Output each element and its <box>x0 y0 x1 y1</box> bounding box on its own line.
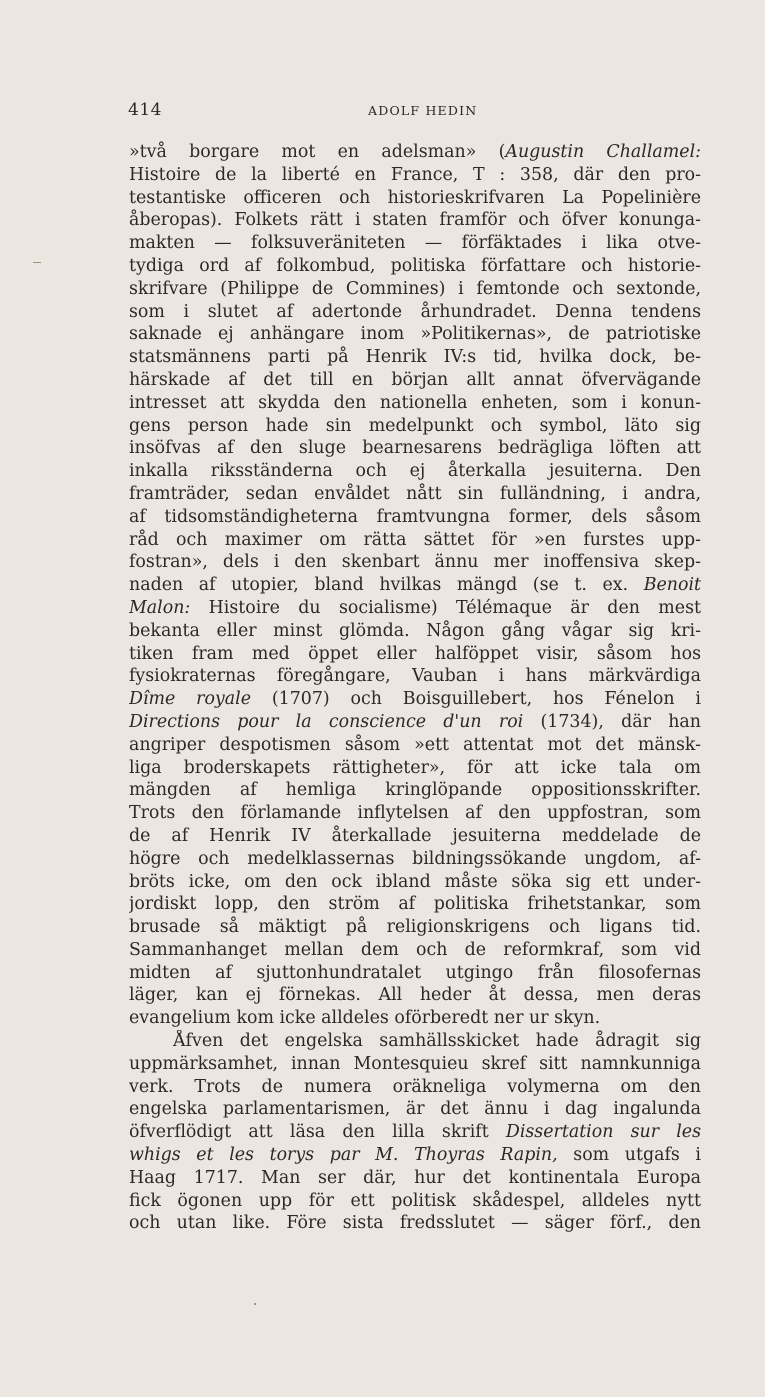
text-line <box>129 1190 701 1213</box>
text-segment: de af Henrik IV återkallade jesuiterna meddelade de <box>129 825 701 846</box>
text-segment: (1707) och Boisguillebert, hos Fénelon i <box>250 689 701 710</box>
text-line <box>129 437 701 460</box>
text-line <box>129 209 701 232</box>
text-line <box>129 665 701 688</box>
text-line <box>129 323 701 346</box>
text-line <box>129 255 701 278</box>
body-text <box>129 141 701 1235</box>
text-segment: Trots den förlamande inflytelsen af den uppfostran, som <box>129 803 701 824</box>
text-line <box>129 187 701 210</box>
text-line <box>129 757 701 780</box>
text-segment: råd och maximer om rätta sättet för »en furstes upp- <box>129 529 701 550</box>
text-segment: åberopas). Folkets rätt i staten framför och öfver konunga- <box>129 210 701 231</box>
text-segment: »två borgare mot en adelsman» ( <box>129 142 506 162</box>
text-line <box>129 1098 701 1121</box>
text-segment: (1734), där han <box>523 711 701 732</box>
text-line <box>129 939 701 962</box>
text-segment: högre och medelklassernas bildningssökande ungdom, af- <box>129 848 701 869</box>
italic-text: Augustin Challamel: <box>505 142 701 162</box>
text-line <box>129 392 701 415</box>
text-segment: evangelium kom icke alldeles oförberedt ner ur skyn. <box>129 1008 601 1029</box>
text-segment: fostran», dels i den skenbart ännu mer inoffensiva skep- <box>129 552 701 573</box>
text-segment: Histoire du socialisme) Télémaque är den mest <box>190 597 701 618</box>
text-line <box>129 460 701 483</box>
scan-speck <box>254 1303 256 1305</box>
text-segment: Åfven det engelska samhällsskicket hade ådragit sig <box>173 1031 701 1052</box>
text-line <box>129 848 701 871</box>
text-segment: bekanta eller minst glömda. Någon gång vågar sig kri- <box>129 620 701 641</box>
text-line <box>129 984 701 1007</box>
text-line <box>129 232 701 255</box>
text-line <box>129 688 701 711</box>
text-segment: fick ögonen upp för ett politisk skådespel, alldeles nytt <box>129 1190 701 1211</box>
text-segment: naden af utopier, bland hvilkas mängd (se t. ex. <box>129 575 644 596</box>
text-line <box>129 597 701 620</box>
text-segment: engelska parlamentarismen, är det ännu i dag ingalunda <box>129 1099 701 1120</box>
text-line <box>129 574 701 597</box>
text-line <box>129 825 701 848</box>
text-line <box>129 1076 701 1099</box>
text-segment: Histoire de la liberté en France, T : 358, där den pro- <box>129 164 701 185</box>
text-segment: statsmännens parti på Henrik IV:s tid, hvilka dock, be- <box>129 347 701 368</box>
italic-text: whigs et les torys par M. Thoyras Rapin, <box>129 1145 558 1166</box>
italic-text: Dîme royale <box>129 689 251 710</box>
text-line <box>129 962 701 985</box>
text-segment: inkalla riksständerna och ej återkalla jesuiterna. Den <box>129 461 701 482</box>
text-segment: verk. Trots de numera oräkneliga volymerna om den <box>129 1076 701 1097</box>
text-line <box>129 529 701 552</box>
text-line <box>129 483 701 506</box>
text-line <box>129 734 701 757</box>
italic-text: Dissertation sur les <box>505 1122 701 1143</box>
text-line <box>129 551 701 574</box>
text-line <box>129 141 701 164</box>
text-line <box>129 1121 701 1144</box>
text-line <box>129 711 701 734</box>
text-segment: uppmärksamhet, innan Montesquieu skref sitt namnkunniga <box>129 1053 701 1074</box>
text-segment: fysiokraternas föregångare, Vauban i hans märkvärdiga <box>129 666 701 687</box>
text-line <box>129 916 701 939</box>
text-segment: läger, kan ej förnekas. All heder åt dessa, men deras <box>129 985 701 1006</box>
text-line <box>129 506 701 529</box>
italic-text: Directions pour la conscience d'un roi <box>129 711 524 732</box>
text-line <box>129 1212 701 1235</box>
text-segment: insöfvas af den sluge bearnesarens bedrägliga löften att <box>129 438 701 459</box>
text-segment: Sammanhanget mellan dem och de reformkraf, som vid <box>129 939 701 960</box>
text-line <box>129 369 701 392</box>
text-segment: öfverflödigt att läsa den lilla skrift <box>129 1122 506 1143</box>
text-segment: brusade så mäktigt på religionskrigens och ligans tid. <box>129 917 701 938</box>
running-head: ADOLF HEDIN <box>368 103 478 118</box>
page-header <box>128 100 700 124</box>
text-line <box>129 1030 701 1053</box>
text-segment: som utgafs i <box>557 1145 701 1166</box>
text-line <box>129 346 701 369</box>
text-line <box>129 1053 701 1076</box>
text-segment: härskade af det till en början allt annat öfvervägande <box>129 369 701 390</box>
page-number: 414 <box>128 100 162 120</box>
text-segment: testantiske officeren och historieskrifvaren La Popelinière <box>129 187 701 208</box>
text-segment: gens person hade sin medelpunkt och symbol, läto sig <box>129 415 701 436</box>
text-line <box>129 415 701 438</box>
text-segment: liga broderskapets rättigheter», för att icke tala om <box>129 757 701 778</box>
text-line <box>129 1167 701 1190</box>
text-segment: bröts icke, om den ock ibland måste söka sig ett under- <box>129 871 701 892</box>
text-segment: saknade ej anhängare inom »Politikernas», de patriotiske <box>129 324 701 345</box>
text-line <box>129 278 701 301</box>
text-segment: tydiga ord af folkombud, politiska författare och historie- <box>129 255 701 276</box>
text-segment: Haag 1717. Man ser där, hur det kontinentala Europa <box>129 1167 701 1188</box>
text-line <box>129 871 701 894</box>
text-segment: framträder, sedan envåldet nått sin fulländning, i andra, <box>129 483 701 504</box>
text-segment: skrifvare (Philippe de Commines) i femtonde och sextonde, <box>129 278 701 299</box>
scan-speck <box>33 262 41 263</box>
text-line <box>129 643 701 666</box>
text-segment: intresset att skydda den nationella enheten, som i konun- <box>129 392 701 413</box>
text-line <box>129 164 701 187</box>
text-line <box>129 1007 701 1030</box>
text-segment: angriper despotismen såsom »ett attentat mot det mänsk- <box>129 734 701 755</box>
text-line <box>129 802 701 825</box>
text-segment: mängden af hemliga kringlöpande oppositionsskrifter. <box>129 780 701 801</box>
text-line <box>129 1144 701 1167</box>
text-line <box>129 893 701 916</box>
text-line <box>129 620 701 643</box>
text-segment: midten af sjuttonhundratalet utgingo från filosofernas <box>129 962 701 983</box>
text-line <box>129 301 701 324</box>
text-segment: af tidsomständigheterna framtvungna former, dels såsom <box>129 506 701 527</box>
text-segment: tiken fram med öppet eller halföppet visir, såsom hos <box>129 643 701 664</box>
text-segment: makten — folksuveräniteten — förfäktades i lika otve- <box>129 233 701 254</box>
text-line <box>129 779 701 802</box>
italic-text: Malon: <box>129 597 191 618</box>
italic-text: Benoit <box>643 575 701 596</box>
text-segment: och utan like. Före sista fredsslutet — säger förf., den <box>129 1213 701 1234</box>
text-segment: som i slutet af adertonde århundradet. Denna tendens <box>129 301 701 322</box>
text-segment: jordiskt lopp, den ström af politiska frihetstankar, som <box>129 894 701 915</box>
